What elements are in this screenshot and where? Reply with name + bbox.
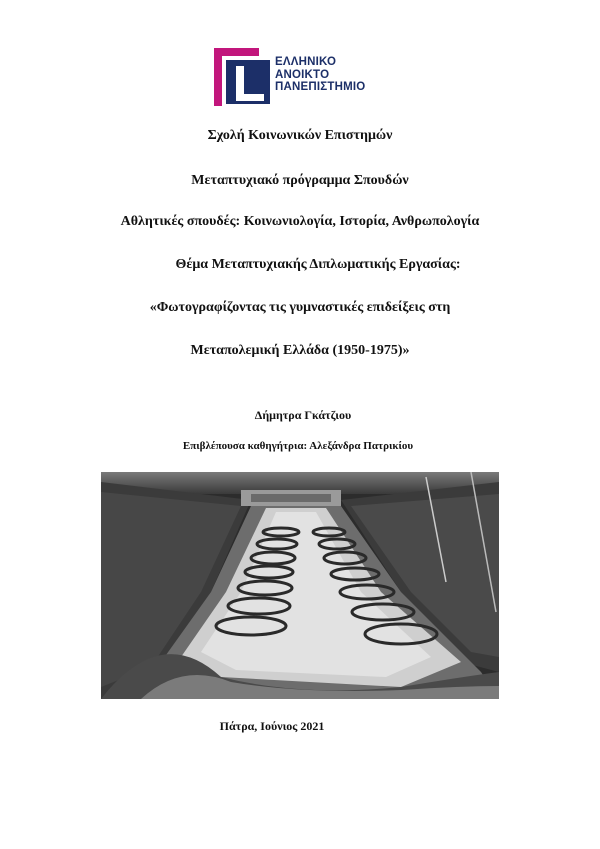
logo-line-3: ΠΑΝΕΠΙΣΤΗΜΙΟ	[275, 81, 366, 93]
author-name: Δήμητρα Γκάτζιου	[254, 408, 352, 422]
thesis-title-line-2: Μεταπολεμική Ελλάδα (1950-1975)»	[190, 343, 410, 358]
specialization: Αθλητικές σπουδές: Κοινωνιολογία, Ιστορία, Ανθρωπολογία	[120, 214, 480, 229]
program-name: Μεταπτυχιακό πρόγραμμα Σπουδών	[191, 173, 409, 188]
logo-wordmark	[275, 56, 365, 94]
university-logo	[214, 48, 384, 106]
place-date: Πάτρα, Ιούνιος 2021	[219, 719, 325, 733]
school-name: Σχολή Κοινωνικών Επιστημών	[207, 128, 393, 143]
stadium-photo	[101, 472, 499, 699]
logo-line-1: ΕΛΛΗΝΙΚΟ	[275, 56, 337, 68]
thesis-heading: Θέμα Μεταπτυχιακής Διπλωματικής Εργασίας:	[175, 257, 461, 272]
logo-mark-icon	[214, 48, 272, 106]
logo-line-2: ΑΝΟΙΚΤΟ	[275, 68, 330, 81]
supervisor: Επιβλέπουσα καθηγήτρια: Αλεξάνδρα Πατρικίου	[182, 440, 414, 452]
thesis-title-line-1: «Φωτογραφίζοντας τις γυμναστικές επιδείξεις στη	[149, 300, 451, 315]
